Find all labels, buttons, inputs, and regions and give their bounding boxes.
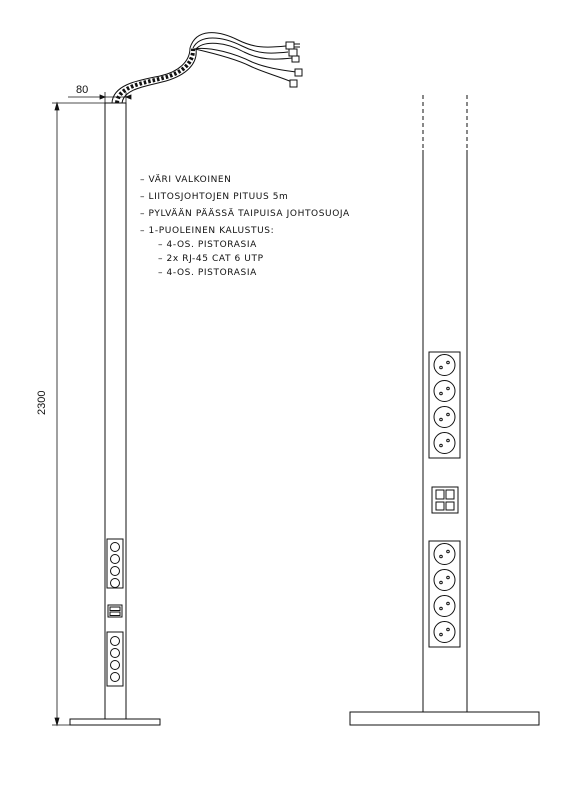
socket-pin <box>440 555 443 558</box>
socket-lower-4 <box>434 622 455 643</box>
socket-pin <box>447 628 450 631</box>
note-socket-strip-1: – 4-OS. PISTORASIA <box>158 240 257 250</box>
height-dimension-label: 2300 <box>36 390 48 415</box>
note-rj45: – 2x RJ-45 CAT 6 UTP <box>158 254 264 264</box>
left-lower-socket-module <box>107 632 123 686</box>
socket-upper-1 <box>434 355 455 376</box>
socket-pin <box>447 550 450 553</box>
right-base-plate <box>350 712 539 725</box>
left-base-plate <box>70 719 160 725</box>
note-socket-strip-2: – 4-OS. PISTORASIA <box>158 268 257 278</box>
socket-pin <box>447 439 450 442</box>
right-column <box>350 95 539 725</box>
socket-lower-3 <box>434 596 455 617</box>
flexible-cable-conduit <box>112 33 302 103</box>
left-upper-socket-module <box>107 539 123 588</box>
socket-lower-2 <box>434 570 455 591</box>
right-data-module <box>432 487 458 513</box>
socket-upper-4 <box>434 433 455 454</box>
left-column-body <box>105 103 126 719</box>
socket-pin <box>440 444 443 447</box>
note-flexible-conduit: – PYLVÄÄN PÄÄSSÄ TAIPUISA JOHTOSUOJA <box>140 209 350 219</box>
socket-pin <box>440 366 443 369</box>
socket-pin <box>440 392 443 395</box>
plug-1 <box>286 42 294 49</box>
socket-pin <box>447 361 450 364</box>
plug-5 <box>290 80 297 87</box>
socket-pin <box>440 581 443 584</box>
plug-4 <box>295 69 302 76</box>
socket-pin <box>447 576 450 579</box>
socket-pin <box>447 413 450 416</box>
note-color: – VÄRI VALKOINEN <box>140 175 232 185</box>
socket-pin <box>440 607 443 610</box>
socket-pin <box>447 602 450 605</box>
left-data-module <box>108 605 122 617</box>
plug-2 <box>289 49 297 56</box>
socket-upper-3 <box>434 407 455 428</box>
note-cable-length: – LIITOSJOHTOJEN PITUUS 5m <box>140 192 289 202</box>
width-dimension-label: 80 <box>76 84 89 96</box>
socket-lower-1 <box>434 544 455 565</box>
dimension-lines <box>52 92 131 725</box>
socket-pin <box>440 418 443 421</box>
socket-upper-2 <box>434 381 455 402</box>
socket-pin <box>440 633 443 636</box>
note-one-sided-equipment: – 1-PUOLEINEN KALUSTUS: <box>140 226 275 236</box>
socket-pin <box>447 387 450 390</box>
plug-3 <box>292 56 299 62</box>
